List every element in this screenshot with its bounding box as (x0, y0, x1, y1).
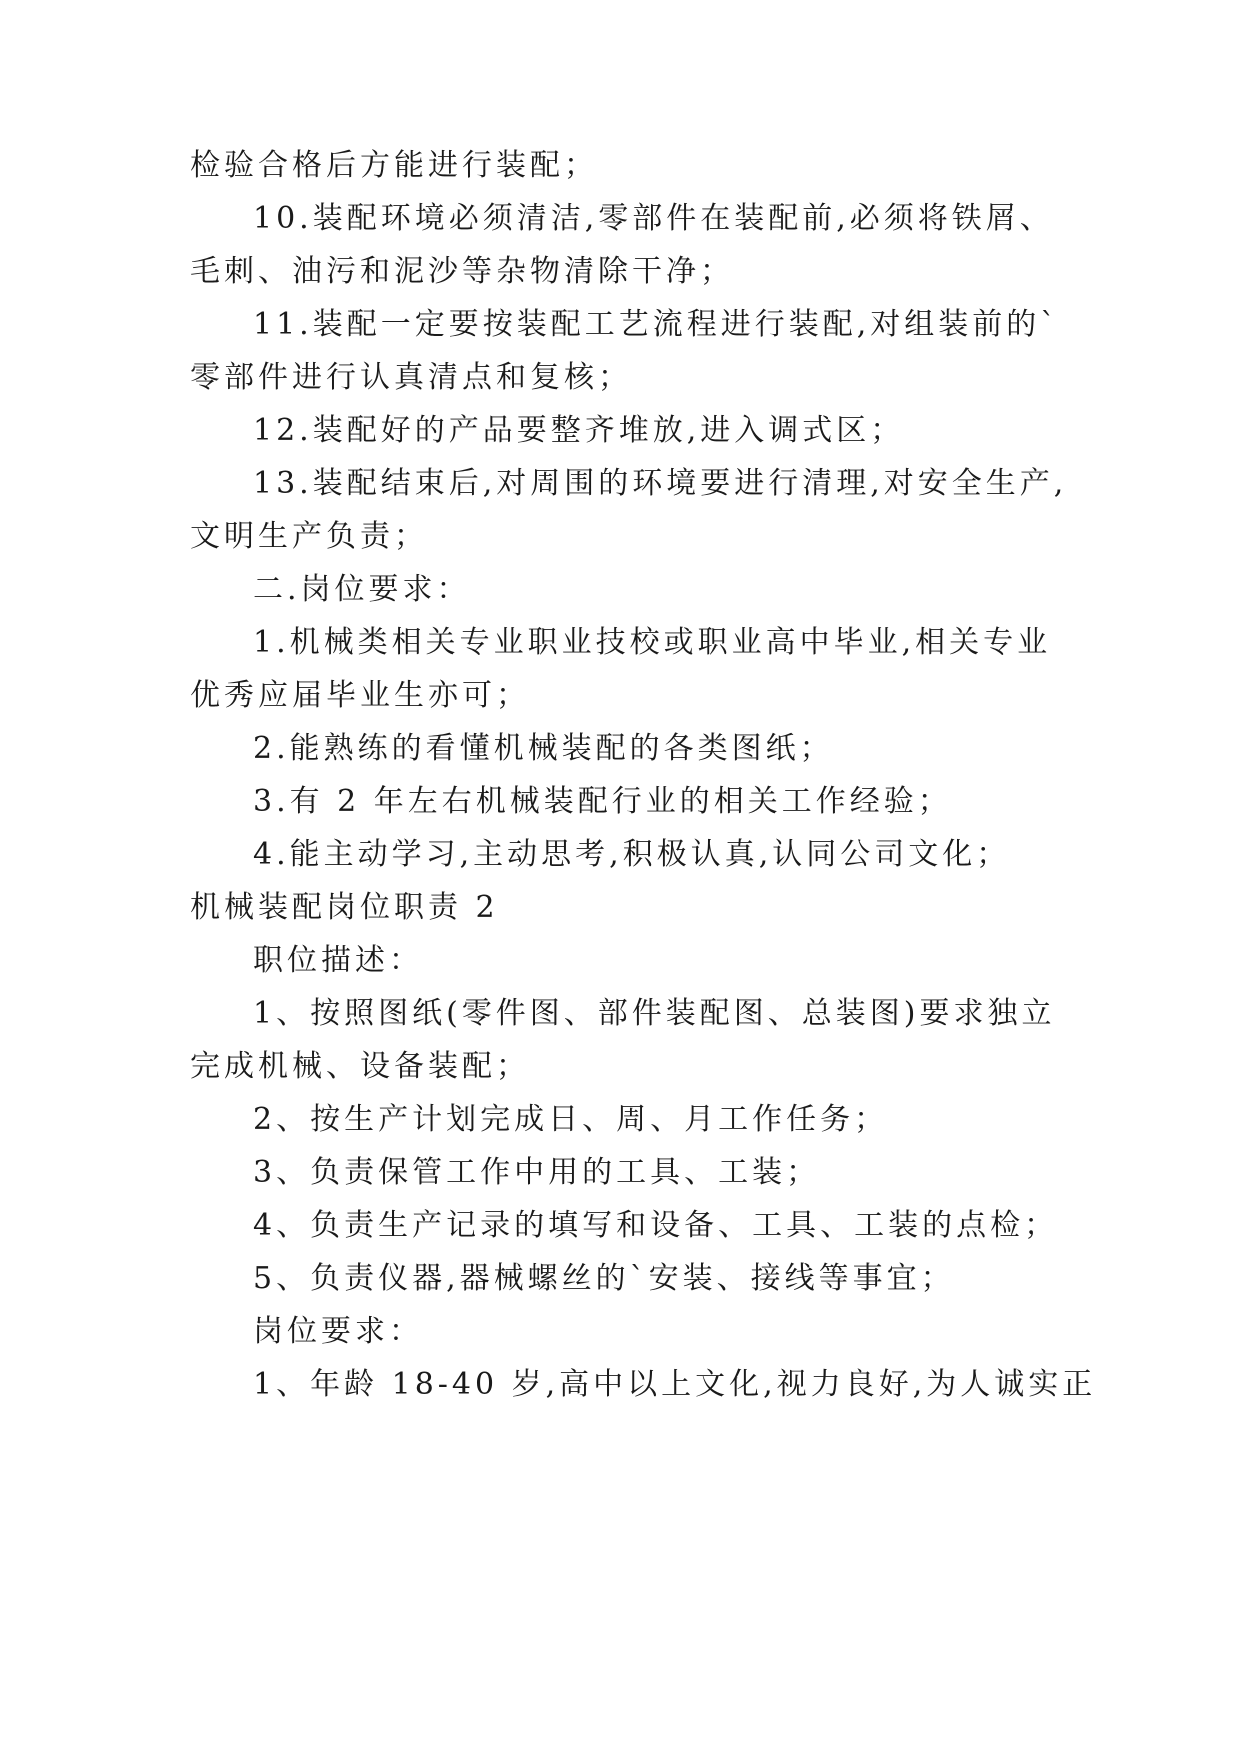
text-line: 3.有 2 年左右机械装配行业的相关工作经验； (253, 784, 952, 819)
text-line: 1、按照图纸(零件图、部件装配图、总装图)要求独立 (253, 996, 1056, 1031)
text-line: 文明生产负责； (190, 519, 428, 554)
text-line: 11.装配一定要按装配工艺流程进行装配,对组装前的` (253, 307, 1060, 342)
text-line: 毛刺、油污和泥沙等杂物清除干净； (190, 254, 734, 289)
text-line: 优秀应届毕业生亦可； (190, 678, 530, 713)
text-line: 1.机械类相关专业职业技校或职业高中毕业,相关专业 (253, 625, 1052, 660)
text-line: 10.装配环境必须清洁,零部件在装配前,必须将铁屑、 (253, 201, 1054, 236)
text-line: 4、负责生产记录的填写和设备、工具、工装的点检； (253, 1208, 1059, 1243)
section-title: 机械装配岗位职责 2 (190, 890, 499, 925)
text-line: 2.能熟练的看懂机械装配的各类图纸； (253, 731, 834, 766)
text-line: 完成机械、设备装配； (190, 1049, 530, 1084)
text-line: 2、按生产计划完成日、周、月工作任务； (253, 1102, 889, 1137)
text-line: 零部件进行认真清点和复核； (190, 360, 632, 395)
text-line: 12.装配好的产品要整齐堆放,进入调式区； (253, 413, 905, 448)
section-heading: 岗位要求： (253, 1314, 423, 1349)
section-heading: 二.岗位要求： (253, 572, 471, 607)
text-line: 4.能主动学习,主动思考,积极认真,认同公司文化； (253, 837, 1011, 872)
text-line: 1、年龄 18-40 岁,高中以上文化,视力良好,为人诚实正 (253, 1367, 1097, 1402)
text-line: 检验合格后方能进行装配； (190, 148, 598, 183)
text-line: 3、负责保管工作中用的工具、工装； (253, 1155, 821, 1190)
text-line: 13.装配结束后,对周围的环境要进行清理,对安全生产, (253, 466, 1068, 501)
text-line: 5、负责仪器,器械螺丝的`安装、接线等事宜； (253, 1261, 955, 1296)
section-heading: 职位描述： (253, 943, 423, 978)
